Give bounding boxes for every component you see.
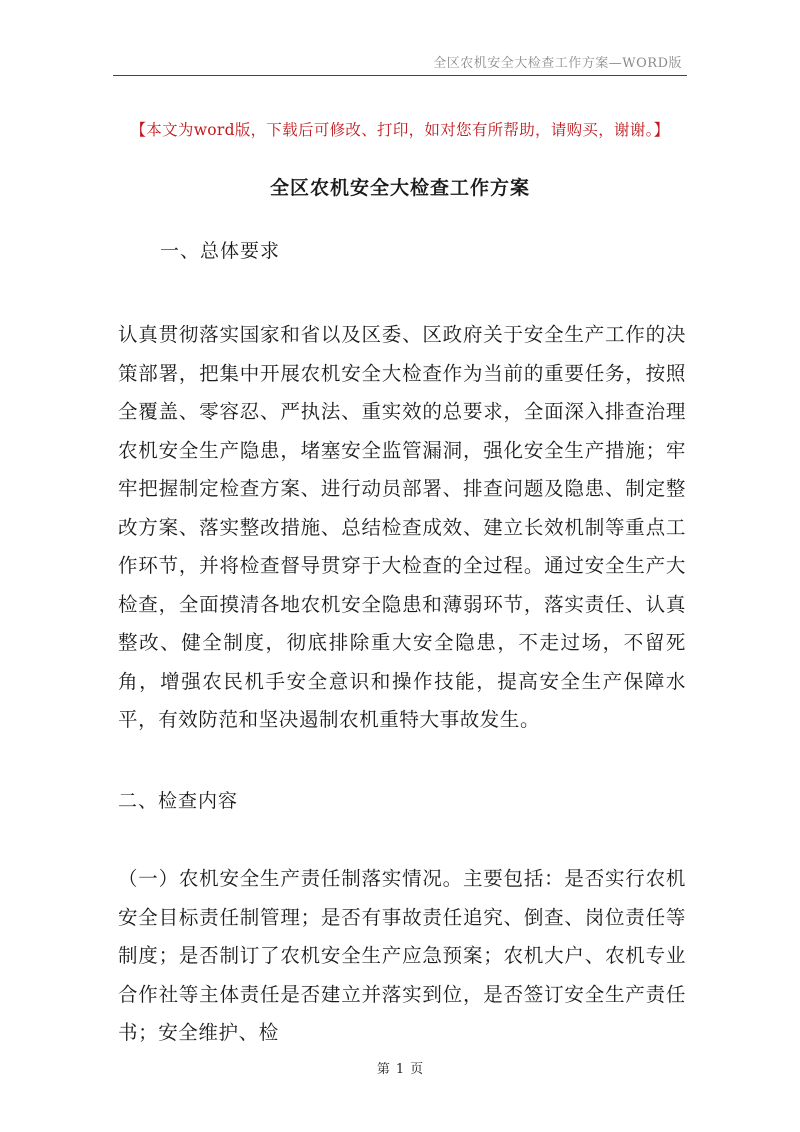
footer-prefix: 第 — [376, 1062, 390, 1077]
section-paragraph-inspection-content: （一）农机安全生产责任制落实情况。主要包括：是否实行农机安全目标责任制管理；是否有事故责任追究、倒查、岗位责任等制度；是否制订了农机安全生产应急预案；农机大户、农机专业合作社等主体责任是否建立并落实到位，是否签订安全生产责任书；安全维护、检 — [118, 867, 686, 1044]
section-heading-inspection-content: 二、检查内容 — [118, 790, 239, 812]
footer-suffix: 页 — [410, 1062, 424, 1077]
section-paragraph-general-requirements: 认真贯彻落实国家和省以及区委、区政府关于安全生产工作的决策部署，把集中开展农机安全大检查作为当前的重要任务，按照全覆盖、零容忍、严执法、重实效的总要求，全面深入排查治理农机安全生产隐患，堵塞安全监管漏洞，强化安全生产措施；牢牢把握制定检查方案、进行动员部署、排查问题及隐患、制定整改方案、落实整改措施、总结检查成效、建立长效机制等重点工作环节，并将检查督导贯穿于大检查的全过程。通过安全生产大检查，全面摸清各地农机安全隐患和薄弱环节，落实责任、认真整改、健全制度，彻底排除重大安全隐患，不走过场，不留死角，增强农民机手安全意识和操作技能，提高安全生产保障水平，有效防范和坚决遏制农机重特大事故发生。 — [118, 323, 686, 731]
purchase-notice: 【本文为word版，下载后可修改、打印，如对您有所帮助，请购买，谢谢。】 — [130, 121, 670, 139]
page-footer — [0, 1058, 800, 1077]
page-number: 1 — [395, 1062, 405, 1077]
running-header-title: 全区农机安全大检查工作方案—WORD版 — [433, 56, 682, 71]
header-divider — [113, 75, 687, 76]
section-heading-general-requirements: 一、总体要求 — [160, 240, 281, 262]
document-title: 全区农机安全大检查工作方案 — [269, 177, 530, 199]
